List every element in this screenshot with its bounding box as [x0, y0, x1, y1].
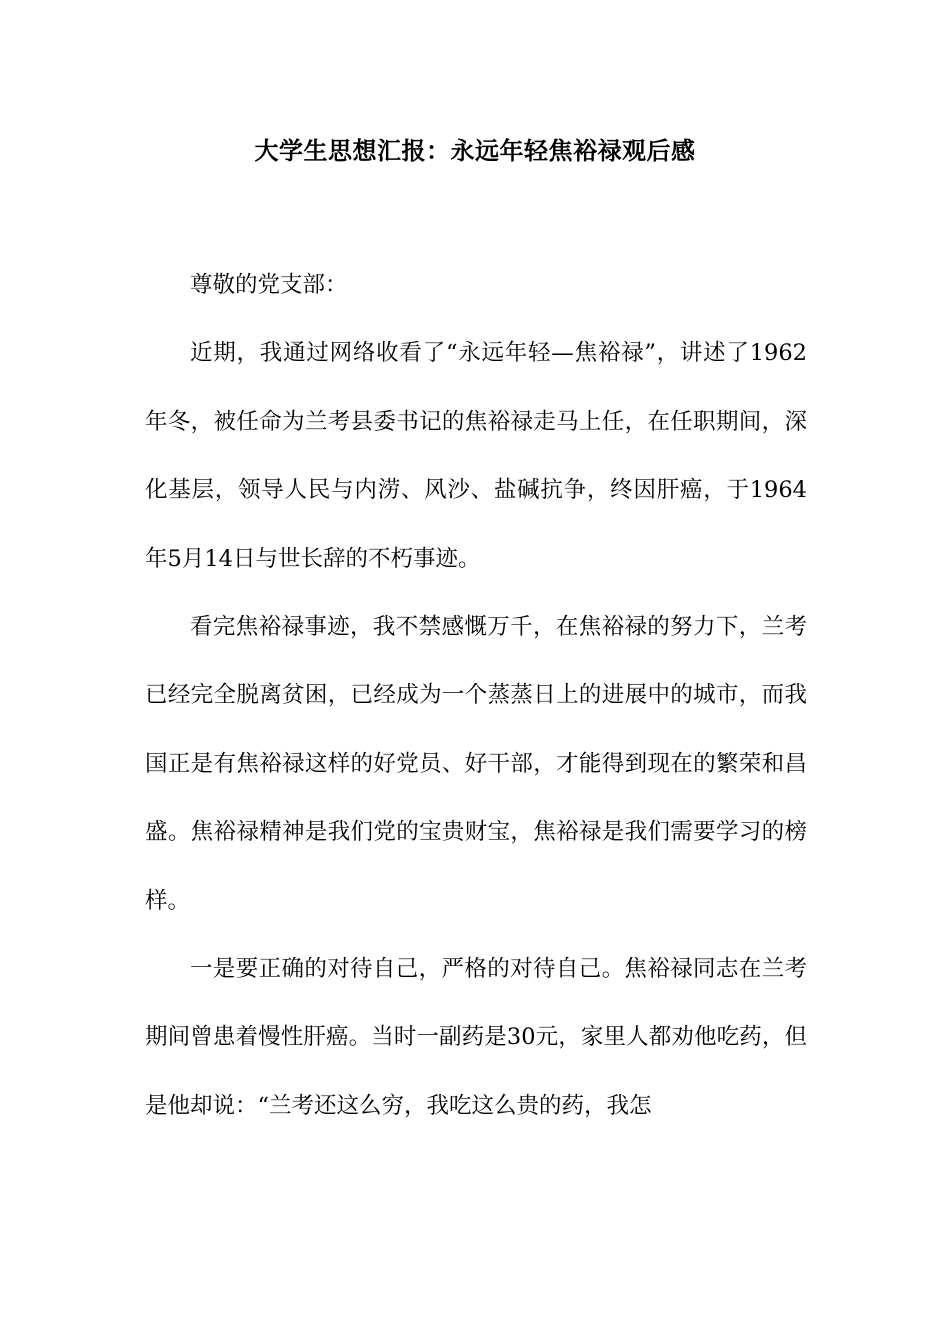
body-paragraph: 近期，我通过网络收看了“永远年轻—焦裕禄”，讲述了1962年冬，被任命为兰考县委书记的焦裕禄走马上任，在任职期间，深化基层，领导人民与内涝、风沙、盐碱抗争，终因肝癌，于1964年5月14日与世长辞的不朽事迹。 [145, 340, 807, 572]
body-paragraph: 看完焦裕禄事迹，我不禁感慨万千，在焦裕禄的努力下，兰考已经完全脱离贫困，已经成为一个蒸蒸日上的进展中的城市，而我国正是有焦裕禄这样的好党员、好干部，才能得到现在的繁荣和昌盛。焦裕禄精神是我们党的宝贵财宝，焦裕禄是我们需要学习的榜样。 [145, 614, 807, 914]
document-title: 大学生思想汇报：永远年轻焦裕禄观后感 [254, 137, 696, 165]
body-paragraph: 一是要正确的对待自己，严格的对待自己。焦裕禄同志在兰考期间曾患着慢性肝癌。当时一副药是30元，家里人都劝他吃药，但是他却说：“兰考还这么穷，我吃这么贵的药，我怎 [145, 956, 807, 1119]
salutation-paragraph: 尊敬的党支部： [190, 272, 348, 298]
document-body [145, 251, 807, 1140]
